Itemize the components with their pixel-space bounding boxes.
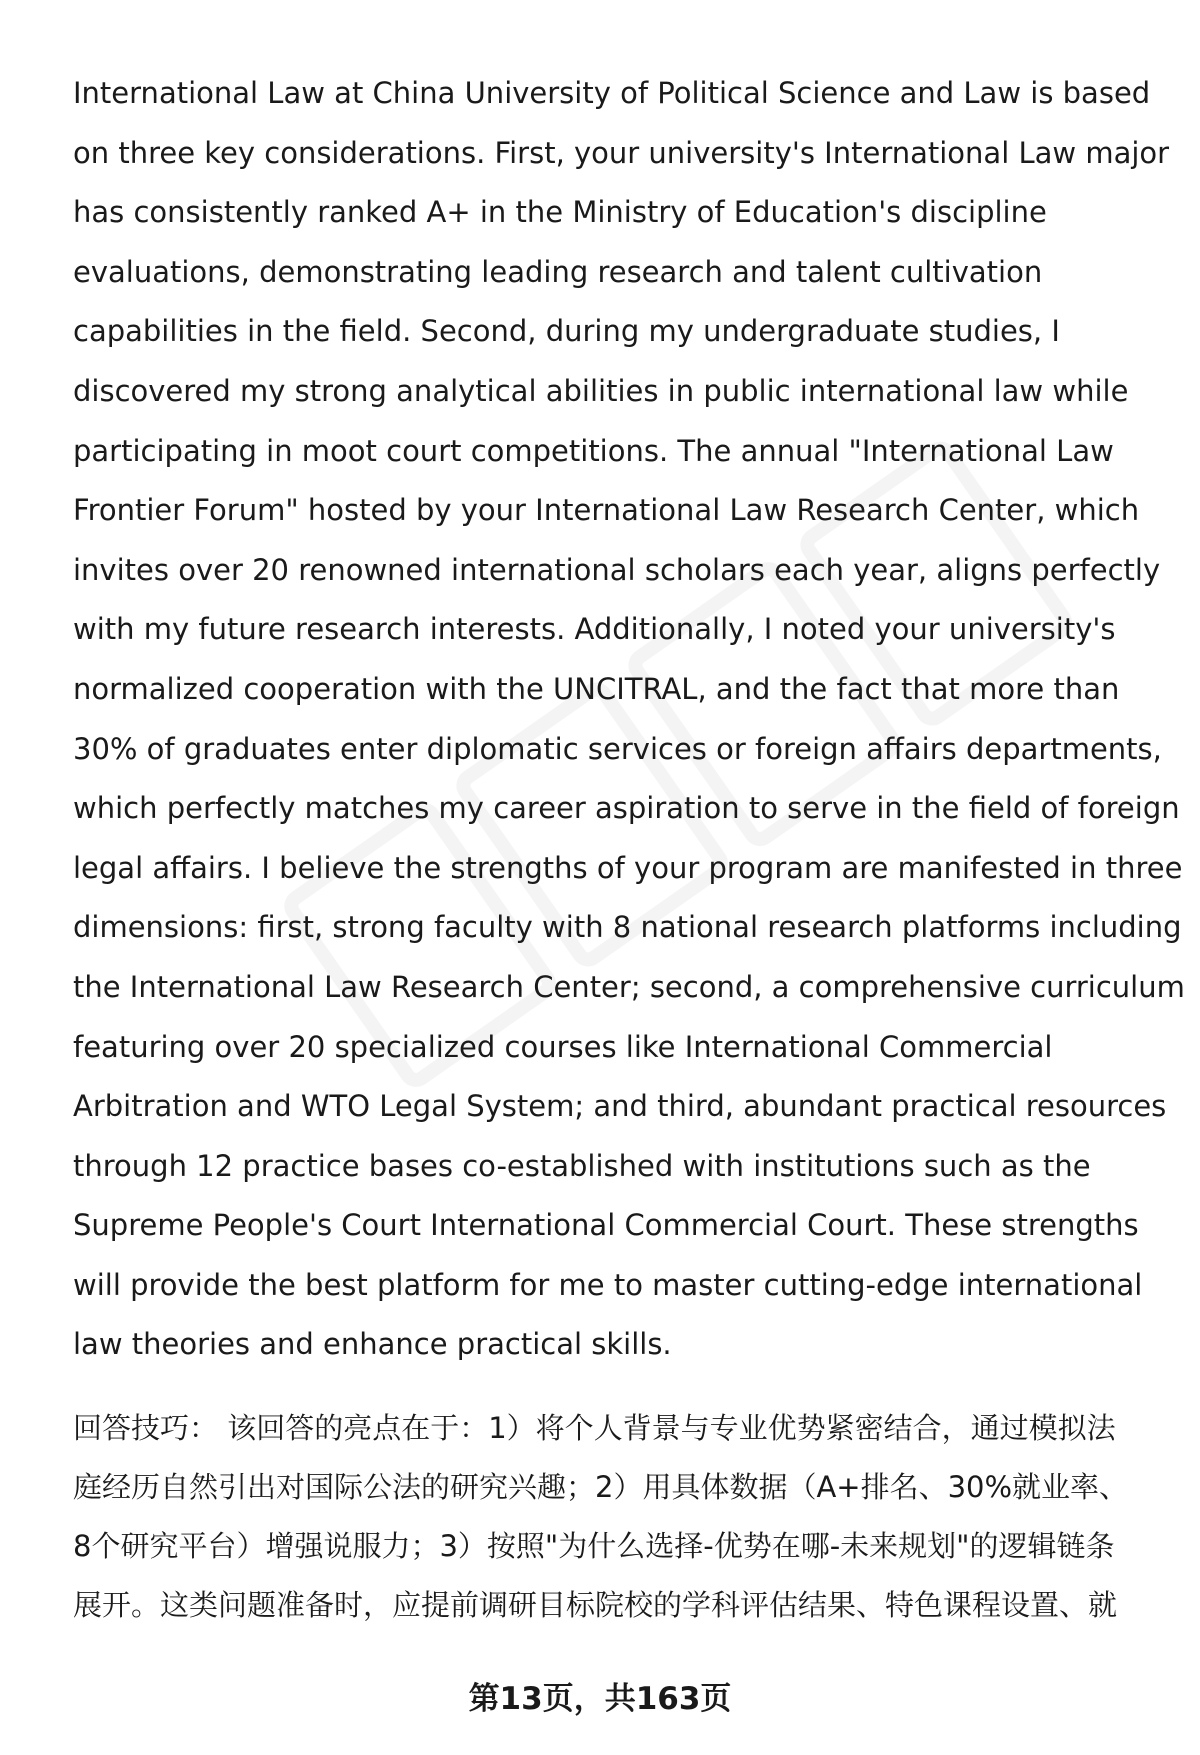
body-line: which perfectly matches my career aspiration to serve in the field of foreign bbox=[73, 791, 1180, 826]
body-line: has consistently ranked A+ in the Ministry of Education's discipline bbox=[73, 195, 1047, 230]
body-line: Frontier Forum" hosted by your International Law Research Center, which bbox=[73, 493, 1140, 528]
body-line: dimensions: first, strong faculty with 8 national research platforms including bbox=[73, 910, 1182, 945]
body-line: the International Law Research Center; second, a comprehensive curriculum bbox=[73, 969, 1185, 1004]
body-line: with my future research interests. Additionally, I noted your university's bbox=[73, 612, 1116, 647]
body-line: Supreme People's Court International Commercial Court. These strengths bbox=[73, 1208, 1139, 1243]
body-line: legal affairs. I believe the strengths of your program are manifested in three bbox=[73, 850, 1183, 885]
body-line: participating in moot court competitions. The annual "International Law bbox=[73, 433, 1114, 468]
body-line: normalized cooperation with the UNCITRAL, and the fact that more than bbox=[73, 671, 1120, 706]
body-line: evaluations, demonstrating leading research and talent cultivation bbox=[73, 254, 1043, 289]
answer-paragraph bbox=[73, 64, 1185, 1375]
body-line: discovered my strong analytical abilities in public international law while bbox=[73, 373, 1129, 408]
page-number: 第13页，共163页 bbox=[468, 1681, 732, 1717]
body-line: Arbitration and WTO Legal System; and third, abundant practical resources bbox=[73, 1089, 1167, 1124]
body-line: law theories and enhance practical skills. bbox=[73, 1327, 672, 1362]
body-line: 30% of graduates enter diplomatic services or foreign affairs departments, bbox=[73, 731, 1162, 766]
body-line: featuring over 20 specialized courses like International Commercial bbox=[73, 1029, 1053, 1064]
tips-line: 展开。这类问题准备时，应提前调研目标院校的学科评估结果、特色课程设置、就 bbox=[73, 1588, 1118, 1622]
body-line: invites over 20 renowned international scholars each year, aligns perfectly bbox=[73, 552, 1161, 587]
body-line: International Law at China University of Political Science and Law is based bbox=[73, 76, 1151, 110]
tips-line: 回答技巧： 该回答的亮点在于：1）将个人背景与专业优势紧密结合，通过模拟法 bbox=[73, 1411, 1116, 1445]
body-line: through 12 practice bases co-established with institutions such as the bbox=[73, 1148, 1091, 1183]
answer-tips-paragraph bbox=[73, 1399, 1163, 1635]
body-line: on three key considerations. First, your university's International Law major bbox=[73, 135, 1170, 170]
body-line: will provide the best platform for me to master cutting-edge international bbox=[73, 1267, 1143, 1302]
tips-line: 庭经历自然引出对国际公法的研究兴趣；2）用具体数据（A+排名、30%就业率、 bbox=[73, 1470, 1129, 1504]
body-line: capabilities in the field. Second, during my undergraduate studies, I bbox=[73, 314, 1060, 349]
tips-line: 8个研究平台）增强说服力；3）按照"为什么选择-优势在哪-未来规划"的逻辑链条 bbox=[73, 1529, 1115, 1563]
